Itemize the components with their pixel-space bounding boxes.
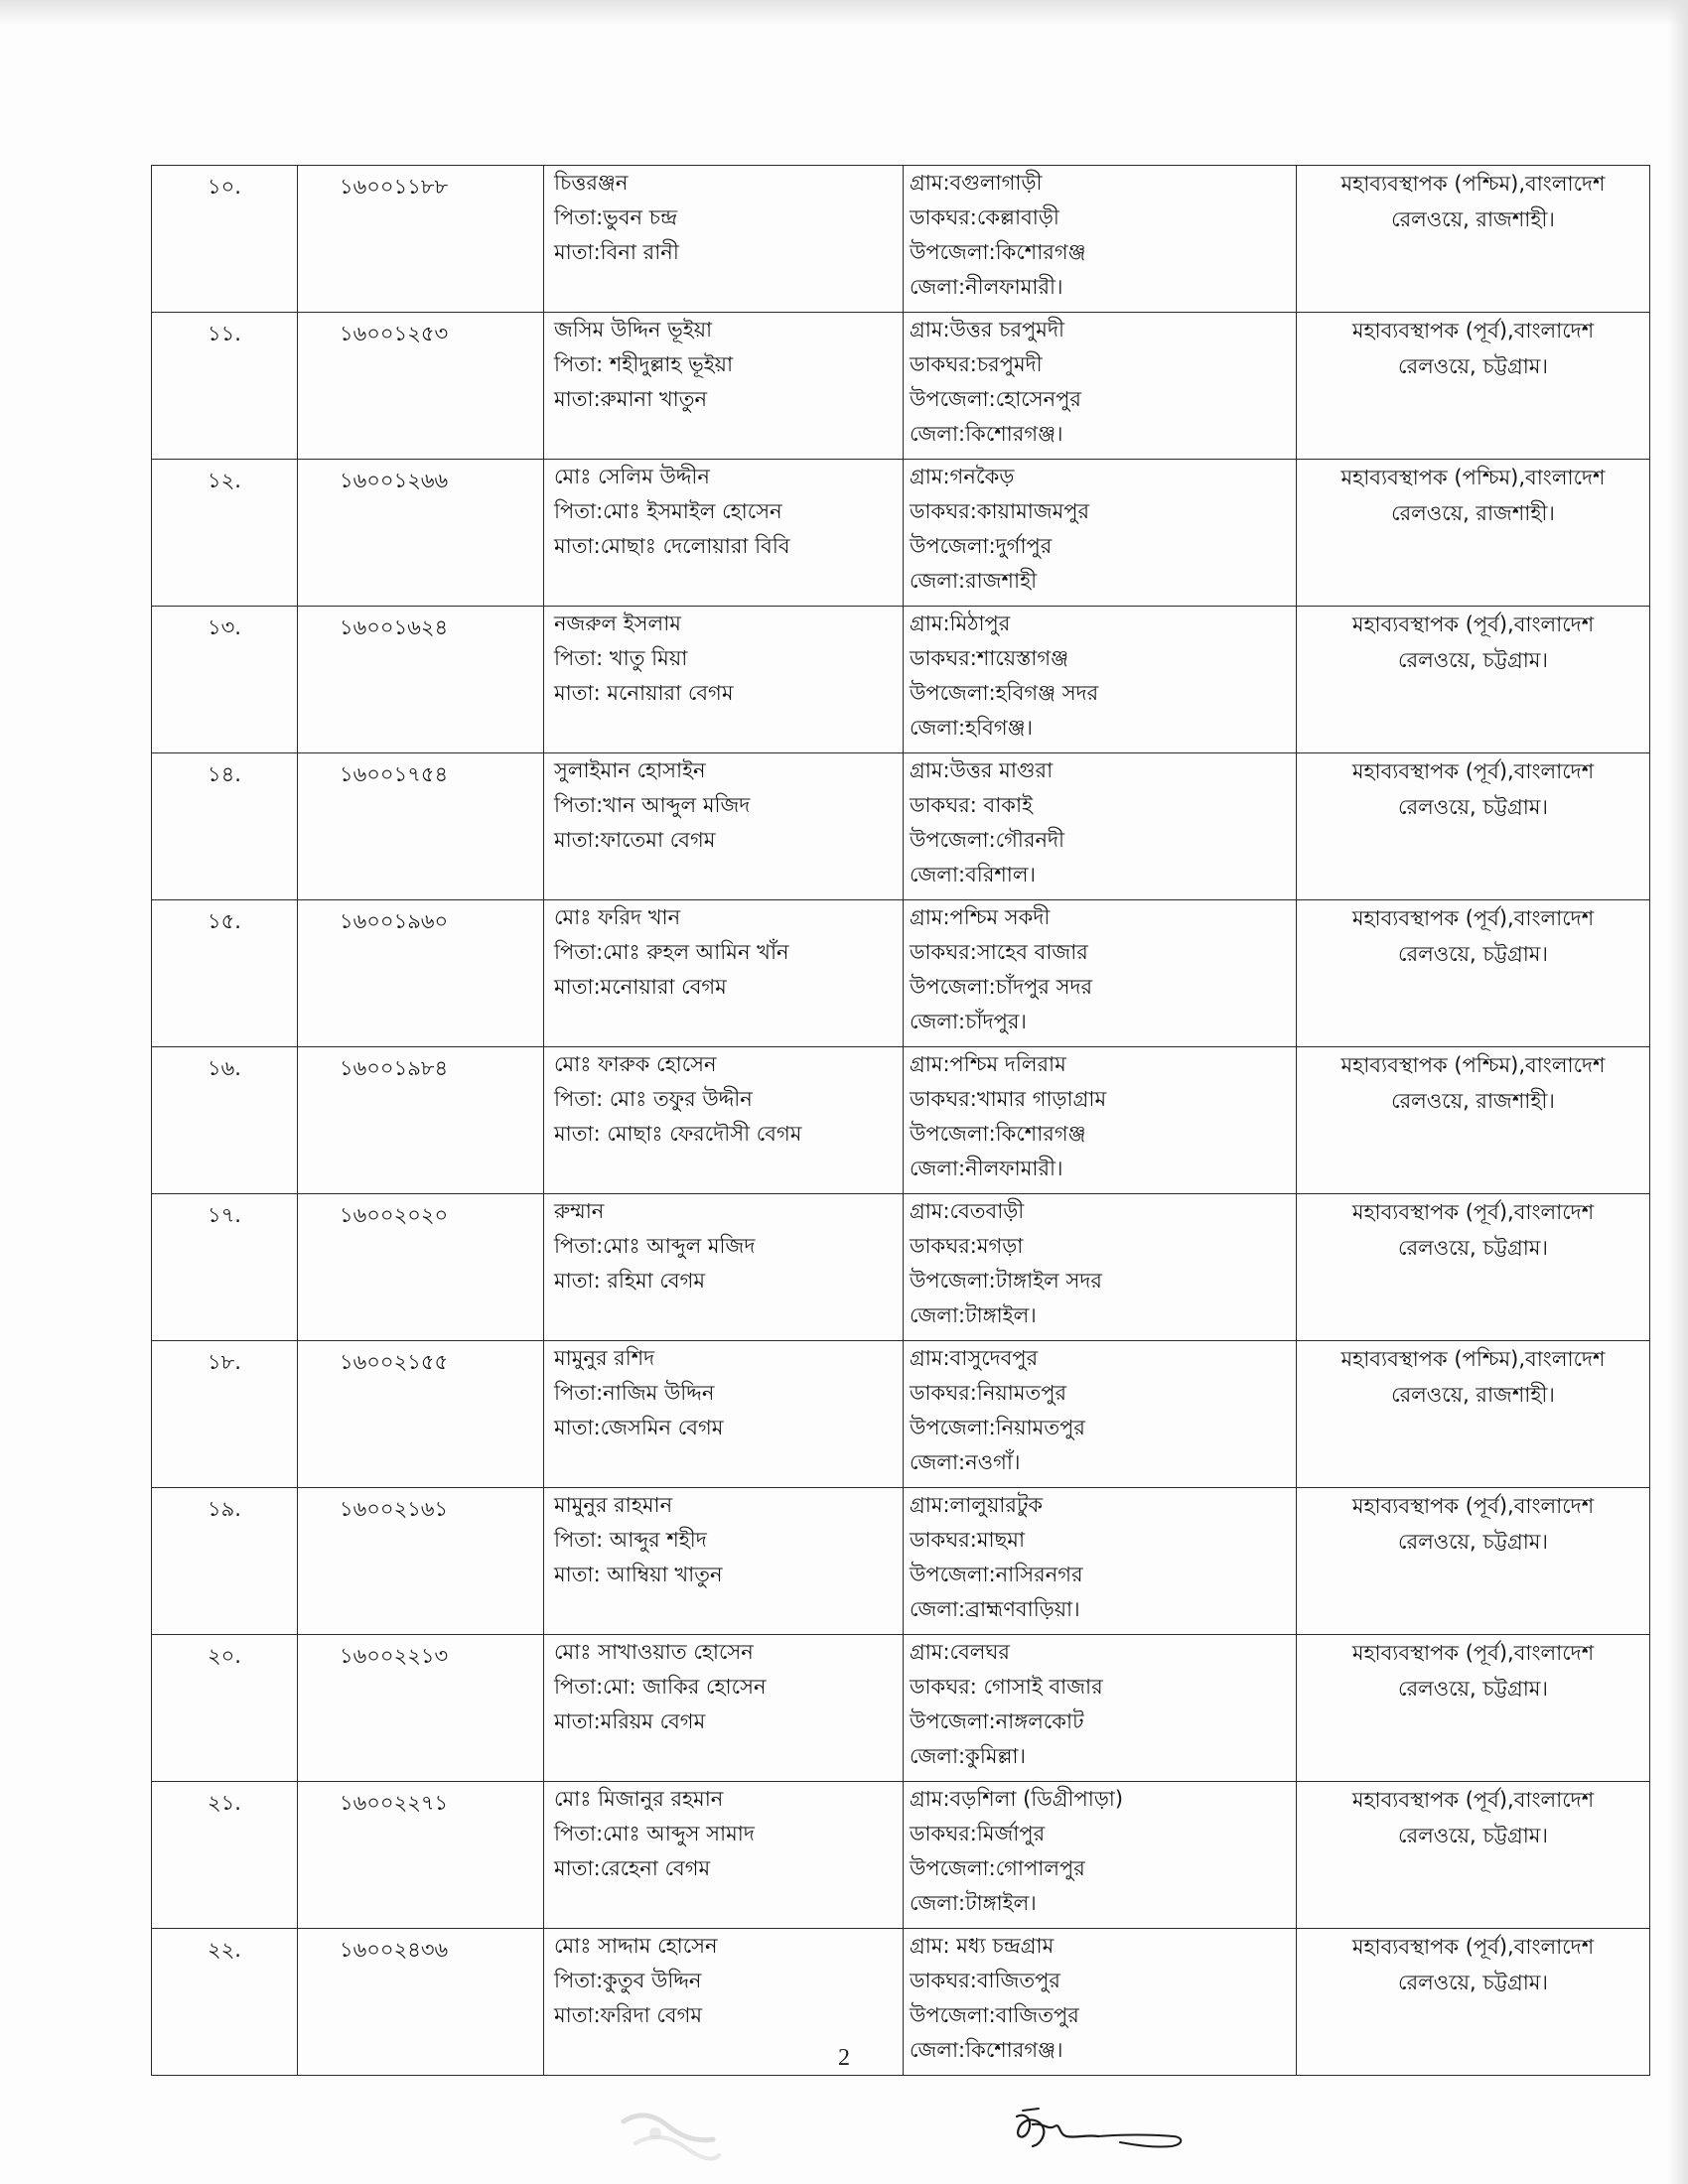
serial-cell: ১৭. [152,1194,298,1341]
address-cell-line: ডাকঘর:শায়েস্তাগঞ্জ [910,646,1069,670]
posting-office-cell [1297,313,1650,460]
candidate-name-cell-line: পিতা:নাজিম উদ্দিন [554,1381,715,1405]
posting-office-cell [1297,1488,1650,1635]
candidate-name-cell [544,166,904,313]
candidate-name-cell-line: পিতা: শহীদুল্লাহ ভূইয়া [554,352,734,376]
candidate-name-cell [544,1194,904,1341]
address-cell-line: গ্রাম:বেলঘর [910,1640,1010,1664]
posting-office-cell-line: মহাব্যবস্থাপক (পূর্ব),বাংলাদেশ [1351,1641,1595,1665]
candidate-name-cell-line: মামুনুর রাহমান [554,1493,673,1517]
posting-office-cell-line: রেলওয়ে, রাজশাহী। [1391,1383,1555,1407]
address-cell-line: গ্রাম:বাসুদেবপুর [910,1346,1039,1370]
address-cell-line: গ্রাম: মধ্য চন্দ্রগ্রাম [910,1934,1055,1958]
candidate-name-cell-line: মামুনুর রশিদ [554,1346,655,1370]
address-cell [904,166,1297,313]
address-cell-line: উপজেলা:হবিগঞ্জ সদর [910,681,1099,705]
posting-office-cell-line: রেলওয়ে, চট্টগ্রাম। [1398,1530,1548,1554]
candidate-name-cell-line: মাতা:ফরিদা বেগম [554,2003,703,2027]
candidate-name-cell-line: পিতা:মো: জাকির হোসেন [554,1675,767,1699]
roll-number-cell: ১৬০০২০২০ [298,1194,544,1341]
candidate-name-cell-line: মোঃ সাখাওয়াত হোসেন [554,1640,754,1664]
address-cell-line: ডাকঘর:মগড়া [910,1234,1024,1258]
table-row [152,1194,1650,1341]
table-row [152,460,1650,607]
roll-number-cell: ১৬০০১১৮৮ [298,166,544,313]
candidate-name-cell [544,1488,904,1635]
posting-office-cell-line: মহাব্যবস্থাপক (পশ্চিম),বাংলাদেশ [1340,1347,1606,1371]
candidate-name-cell-line: মাতা:মরিয়ম বেগম [554,1709,706,1733]
address-cell-line: উপজেলা:বাজিতপুর [910,2003,1079,2027]
roll-number-cell: ১৬০০১৬২৪ [298,607,544,753]
candidate-name-cell-line: মোঃ সেলিম উদ্দীন [554,465,710,488]
address-cell [904,1488,1297,1635]
address-cell-line: ডাকঘর:মির্জাপুর [910,1822,1046,1845]
candidate-name-cell-line: মাতা:বিনা রানী [554,240,679,264]
posting-office-cell-line: মহাব্যবস্থাপক (পশ্চিম),বাংলাদেশ [1340,466,1606,489]
address-cell-line: গ্রাম:বগুলাগাড়ী [910,171,1043,195]
candidate-name-cell-line: পিতা:ভুবন চন্দ্র [554,205,678,229]
candidate-name-cell-line: জসিম উদ্দিন ভূইয়া [554,318,713,341]
candidate-name-cell [544,1047,904,1194]
address-cell-line: উপজেলা:গৌরনদী [910,828,1065,852]
address-cell-line: গ্রাম:পশ্চিম দলিরাম [910,1052,1066,1076]
candidate-name-cell-line: মাতা: রহিমা বেগম [554,1269,705,1293]
posting-office-cell [1297,1782,1650,1929]
posting-office-cell-line: রেলওয়ে, রাজশাহী। [1391,207,1555,231]
candidate-name-cell [544,313,904,460]
address-cell-line: জেলা:চাঁদপুর। [910,1010,1027,1033]
serial-cell: ১৯. [152,1488,298,1635]
address-cell-line: উপজেলা:কিশোরগঞ্জ [910,1122,1086,1146]
posting-office-cell-line: মহাব্যবস্থাপক (পশ্চিম),বাংলাদেশ [1340,1053,1606,1077]
candidate-name-cell [544,900,904,1047]
address-cell-line: গ্রাম:লালুয়ারটুক [910,1493,1044,1517]
posting-office-cell [1297,166,1650,313]
address-cell-line: জেলা:রাজশাহী [910,569,1038,593]
posting-office-cell-line: রেলওয়ে, চট্টগ্রাম। [1398,942,1548,966]
page-number: 2 [838,2045,850,2071]
table-row [152,1635,1650,1782]
address-cell [904,460,1297,607]
address-cell-line: জেলা:কুমিল্লা। [910,1744,1027,1768]
candidate-name-cell [544,460,904,607]
candidate-name-cell-line: মাতা:রুমানা খাতুন [554,387,708,411]
address-cell [904,753,1297,900]
candidate-name-cell-line: পিতা:মোঃ রুহল আমিন খাঁন [554,940,789,964]
posting-office-cell-line: রেলওয়ে, চট্টগ্রাম। [1398,1677,1548,1701]
table-row [152,1488,1650,1635]
serial-cell: ১৮. [152,1341,298,1488]
candidate-name-cell-line: সুলাইমান হোসাইন [554,758,706,782]
scan-shadow-top [0,0,1688,26]
address-cell-line: জেলা:কিশোরগঞ্জ। [910,2038,1063,2062]
candidate-name-cell [544,1782,904,1929]
candidate-name-cell [544,753,904,900]
roll-number-cell: ১৬০০১৯৬০ [298,900,544,1047]
candidate-name-cell-line: মাতা: আম্বিয়া খাতুন [554,1563,723,1586]
candidate-name-cell-line: পিতা:মোঃ ইসমাইল হোসেন [554,499,782,523]
address-cell-line: ডাকঘর:কেল্লাবাড়ী [910,205,1059,229]
posting-office-cell [1297,753,1650,900]
table-row [152,607,1650,753]
posting-office-cell-line: রেলওয়ে, রাজশাহী। [1391,501,1555,525]
address-cell-line: গ্রাম:উত্তর মাগুরা [910,758,1054,782]
candidate-name-cell [544,1341,904,1488]
address-cell-line: উপজেলা:নিয়ামতপুর [910,1416,1085,1439]
address-cell-line: উপজেলা:হোসেনপুর [910,387,1081,411]
roll-number-cell: ১৬০০২১৬১ [298,1488,544,1635]
candidate-name-cell-line: মোঃ ফরিদ খান [554,905,681,929]
posting-office-cell [1297,1341,1650,1488]
address-cell-line: ডাকঘর:বাজিতপুর [910,1969,1060,1992]
table-row [152,753,1650,900]
address-cell [904,607,1297,753]
posting-office-cell-line: মহাব্যবস্থাপক (পূর্ব),বাংলাদেশ [1351,906,1595,930]
candidate-table-body [152,166,1650,2076]
roll-number-cell: ১৬০০২২৭১ [298,1782,544,1929]
roll-number-cell: ১৬০০২১৫৫ [298,1341,544,1488]
posting-office-cell-line: রেলওয়ে, চট্টগ্রাম। [1398,648,1548,672]
posting-office-cell-line: মহাব্যবস্থাপক (পশ্চিম),বাংলাদেশ [1340,172,1606,196]
address-cell [904,1194,1297,1341]
address-cell-line: ডাকঘর:কায়ামাজমপুর [910,499,1090,523]
table-row [152,900,1650,1047]
candidate-name-cell-line: মোঃ মিজানুর রহমান [554,1787,724,1811]
address-cell [904,900,1297,1047]
candidate-name-cell-line: মাতা:ফাতেমা বেগম [554,828,716,852]
address-cell-line: গ্রাম:বেতবাড়ী [910,1199,1025,1223]
address-cell-line: উপজেলা:দুর্গাপুর [910,534,1053,558]
candidate-name-cell-line: মাতা:রেহেনা বেগম [554,1856,711,1880]
address-cell-line: ডাকঘর:সাহেব বাজার [910,940,1088,964]
posting-office-cell-line: মহাব্যবস্থাপক (পূর্ব),বাংলাদেশ [1351,319,1595,342]
scan-smudge-mark [616,2100,725,2169]
roll-number-cell: ১৬০০১২৫৩ [298,313,544,460]
posting-office-cell-line: মহাব্যবস্থাপক (পূর্ব),বাংলাদেশ [1351,1935,1595,1959]
serial-cell: ১৫. [152,900,298,1047]
address-cell-line: জেলা:নওগাঁ। [910,1450,1021,1474]
candidate-name-cell-line: রুম্মান [554,1199,605,1223]
address-cell-line: ডাকঘর:চরপুমদী [910,352,1043,376]
serial-cell: ২২. [152,1929,298,2076]
serial-cell: ২১. [152,1782,298,1929]
candidate-name-cell-line: চিত্তরঞ্জন [554,171,629,195]
address-cell [904,313,1297,460]
address-cell [904,1341,1297,1488]
address-cell-line: জেলা:ব্রাহ্মণবাড়িয়া। [910,1597,1080,1621]
serial-cell: ২০. [152,1635,298,1782]
address-cell-line: উপজেলা:কিশোরগঞ্জ [910,240,1086,264]
candidate-name-cell-line: নজরুল ইসলাম [554,612,681,635]
table-row [152,166,1650,313]
candidate-name-cell-line: মাতা: মোছাঃ ফেরদৌসী বেগম [554,1122,802,1146]
address-cell-line: ডাকঘর:মাছমা [910,1528,1026,1552]
roll-number-cell: ১৬০০২৪৩৬ [298,1929,544,2076]
address-cell-line: উপজেলা:গোপালপুর [910,1856,1085,1880]
posting-office-cell [1297,1194,1650,1341]
posting-office-cell-line: মহাব্যবস্থাপক (পূর্ব),বাংলাদেশ [1351,1788,1595,1812]
table-row [152,313,1650,460]
address-cell [904,1047,1297,1194]
address-cell-line: ডাকঘর:নিয়ামতপুর [910,1381,1067,1405]
posting-office-cell-line: মহাব্যবস্থাপক (পূর্ব),বাংলাদেশ [1351,1200,1595,1224]
address-cell-line: উপজেলা:চাঁদপুর সদর [910,975,1093,999]
address-cell [904,1635,1297,1782]
candidate-name-cell-line: পিতা: আব্দুর শহীদ [554,1528,707,1552]
address-cell-line: গ্রাম:মিঠাপুর [910,612,1011,635]
posting-office-cell-line: মহাব্যবস্থাপক (পূর্ব),বাংলাদেশ [1351,1494,1595,1518]
posting-office-cell-line: রেলওয়ে, চট্টগ্রাম। [1398,1971,1548,1994]
candidate-name-cell-line: পিতা:মোঃ আব্দুস সামাদ [554,1822,755,1845]
table-row [152,1047,1650,1194]
candidate-name-cell-line: মোঃ ফারুক হোসেন [554,1052,717,1076]
serial-cell: ১০. [152,166,298,313]
posting-office-cell [1297,1635,1650,1782]
posting-office-cell [1297,460,1650,607]
address-cell-line: ডাকঘর: বাকাই [910,793,1033,817]
posting-office-cell-line: রেলওয়ে, চট্টগ্রাম। [1398,1824,1548,1847]
address-cell-line: জেলা:নীলফামারী। [910,275,1063,299]
address-cell-line: ডাকঘর: গোসাই বাজার [910,1675,1103,1699]
serial-cell: ১৪. [152,753,298,900]
candidate-name-cell [544,607,904,753]
candidate-name-cell [544,1635,904,1782]
address-cell-line: গ্রাম:উত্তর চরপুমদী [910,318,1064,341]
roll-number-cell: ১৬০০১২৬৬ [298,460,544,607]
candidate-name-cell-line: পিতা: মোঃ তফুর উদ্দীন [554,1087,753,1111]
roll-number-cell: ১৬০০১৭৫৪ [298,753,544,900]
serial-cell: ১৬. [152,1047,298,1194]
scan-shadow-right [1668,0,1688,2184]
roll-number-cell: ১৬০০২২১৩ [298,1635,544,1782]
candidate-name-cell-line: পিতা:মোঃ আব্দুল মজিদ [554,1234,756,1258]
address-cell-line: জেলা:কিশোরগঞ্জ। [910,422,1063,446]
posting-office-cell-line: রেলওয়ে, চট্টগ্রাম। [1398,1236,1548,1260]
candidate-table [151,165,1650,2076]
table-row [152,1341,1650,1488]
address-cell-line: গ্রাম:পশ্চিম সকদী [910,905,1051,929]
address-cell-line: জেলা:নীলফামারী। [910,1157,1063,1180]
roll-number-cell: ১৬০০১৯৮৪ [298,1047,544,1194]
posting-office-cell-line: রেলওয়ে, চট্টগ্রাম। [1398,795,1548,819]
address-cell-line: উপজেলা:নাঙ্গলকোট [910,1709,1084,1733]
address-cell-line: উপজেলা:টাঙ্গাইল সদর [910,1269,1102,1293]
candidate-name-cell-line: মাতা:জেসমিন বেগম [554,1416,724,1439]
address-cell-line: জেলা:টাঙ্গাইল। [910,1891,1037,1915]
candidate-name-cell-line: মোঃ সাদ্দাম হোসেন [554,1934,718,1958]
candidate-name-cell-line: পিতা:খান আব্দুল মজিদ [554,793,751,817]
posting-office-cell-line: মহাব্যবস্থাপক (পূর্ব),বাংলাদেশ [1351,759,1595,783]
candidate-name-cell-line: মাতা: মনোয়ারা বেগম [554,681,734,705]
posting-office-cell-line: মহাব্যবস্থাপক (পূর্ব),বাংলাদেশ [1351,613,1595,636]
address-cell-line: জেলা:বরিশাল। [910,863,1037,887]
address-cell-line: গ্রাম:গনকৈড় [910,465,1015,488]
posting-office-cell-line: রেলওয়ে, চট্টগ্রাম। [1398,354,1548,378]
candidate-name-cell-line: মাতা:মনোয়ারা বেগম [554,975,727,999]
posting-office-cell-line: রেলওয়ে, রাজশাহী। [1391,1089,1555,1113]
serial-cell: ১৩. [152,607,298,753]
table-row [152,1782,1650,1929]
address-cell-line: জেলা:টাঙ্গাইল। [910,1303,1037,1327]
candidate-name-cell-line: পিতা:কুতুব উদ্দিন [554,1969,702,1992]
candidate-name-cell-line: পিতা: খাতু মিয়া [554,646,688,670]
signature-mark [1003,2105,1192,2164]
serial-cell: ১২. [152,460,298,607]
candidate-name-cell-line: মাতা:মোছাঃ দেলোয়ারা বিবি [554,534,790,558]
serial-cell: ১১. [152,313,298,460]
posting-office-cell [1297,900,1650,1047]
address-cell-line: গ্রাম:বড়শিলা (ডিগ্রীপাড়া) [910,1787,1124,1811]
posting-office-cell [1297,1047,1650,1194]
address-cell [904,1782,1297,1929]
address-cell-line: উপজেলা:নাসিরনগর [910,1563,1083,1586]
address-cell-line: ডাকঘর:খামার গাড়াগ্রাম [910,1087,1107,1111]
address-cell-line: জেলা:হবিগঞ্জ। [910,716,1034,740]
posting-office-cell [1297,607,1650,753]
